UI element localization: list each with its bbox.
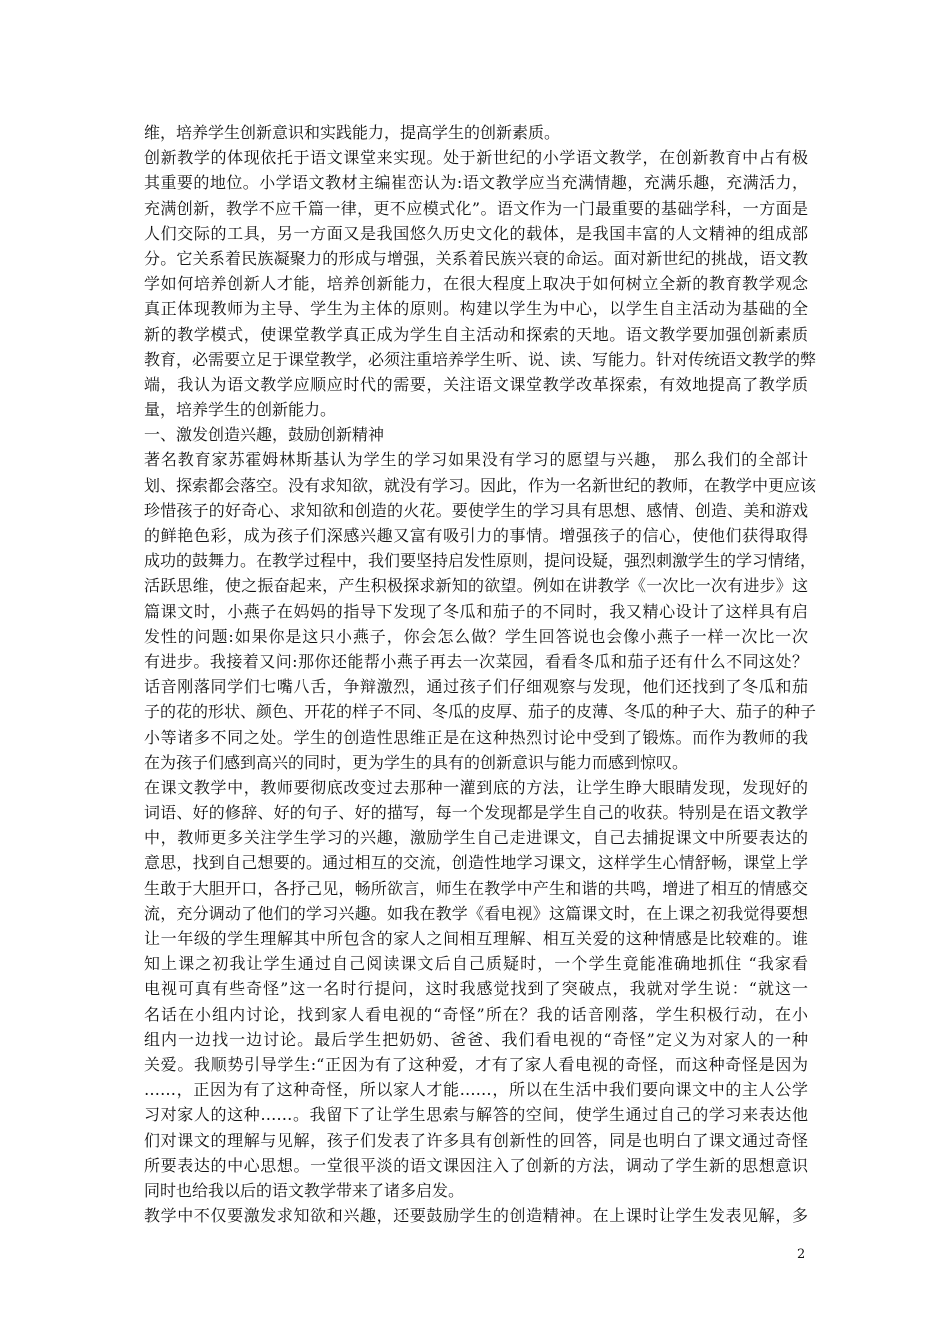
text-line: 意思，找到自己想要的。通过相互的交流，创造性地学习课文，这样学生心情舒畅，课堂上学 — [144, 853, 808, 873]
text-line: 有进步。我接着又问:那你还能帮小燕子再去一次菜园，看看冬瓜和茄子还有什么不同这处？ — [144, 651, 808, 671]
text-line: 端，我认为语文教学应顺应时代的需要，关注语文课堂教学改革探索，有效地提高了教学质 — [144, 374, 808, 394]
text-line: ……，正因为有了这种奇怪，所以家人才能……，所以在生活中我们要向课文中的主人公学 — [144, 1080, 808, 1100]
text-line: 维，培养学生创新意识和实践能力，提高学生的创新素质。 — [144, 123, 561, 142]
text-line: 关爱。我顺势引导学生:“正因为有了这种爱，才有了家人看电视的奇怪，而这种奇怪是因为 — [144, 1054, 808, 1074]
text-line: 电视可真有些奇怪”这一名时行提问，这时我感觉找到了突破点，我就对学生说：“就这一 — [144, 979, 808, 999]
text-line: 著名教育家苏霍姆林斯基认为学生的学习如果没有学习的愿望与兴趣， 那么我们的全部计 — [144, 450, 808, 470]
text-line: 新的教学模式，使课堂教学真正成为学生自主活动和探索的天地。语文教学要加强创新素质 — [144, 324, 808, 344]
text-line: 真正体现教师为主导、学生为主体的原则。构建以学生为中心，以学生自主活动为基础的全 — [144, 299, 808, 319]
text-line: 词语、好的修辞、好的句子、好的描写，每一个发现都是学生自己的收获。特别是在语文教学 — [144, 803, 808, 823]
text-line: 子的花的形状、颜色、开花的样子不同、冬瓜的皮厚、茄子的皮薄、冬瓜的种子大、茄子的种子 — [144, 702, 817, 722]
text-line: 充满创新，教学不应千篇一律，更不应模式化”。语文作为一门最重要的基础学科，一方面是 — [144, 198, 808, 218]
text-line: 在为孩子们感到高兴的同时，更为学生的具有的创新意识与能力而感到惊叹。 — [144, 752, 689, 772]
text-line: 创新教学的体现依托于语文课堂来实现。处于新世纪的小学语文教学，在创新教育中占有极 — [144, 148, 808, 168]
text-line: 流，充分调动了他们的学习兴趣。如我在教学《看电视》这篇课文时，在上课之初我觉得要想 — [144, 903, 808, 923]
text-line: 中，教师更多关注学生学习的兴趣，激励学生自己走进课文，自己去捕捉课文中所要表达的 — [144, 828, 808, 848]
body-text — [144, 120, 817, 1228]
text-line: 划、探索都会落空。没有求知欲，就没有学习。因此，作为一名新世纪的教师，在教学中更应该 — [144, 475, 817, 495]
text-line: 在课文教学中，教师要彻底改变过去那种一灌到底的方法，让学生睁大眼睛发现，发现好的 — [144, 777, 808, 797]
text-line: 们对课文的理解与见解，孩子们发表了许多具有创新性的回答，同是也明白了课文通过奇怪 — [144, 1130, 808, 1150]
text-line: 发性的问题:如果你是这只小燕子，你会怎么做？学生回答说也会像小燕子一样一次比一次 — [144, 626, 808, 646]
text-line: 知上课之初我让学生通过自己阅读课文后自己质疑时，一个学生竟能准确地抓住 “我家看 — [144, 954, 808, 974]
text-line: 小等诸多不同之处。学生的创造性思维正是在这种热烈讨论中受到了锻炼。而作为教师的我 — [144, 727, 808, 747]
text-line: 活跃思维，使之振奋起来，产生积极探求新知的欲望。例如在讲教学《一次比一次有进步》这 — [144, 576, 808, 596]
text-line: 的鲜艳色彩，成为孩子们深感兴趣又富有吸引力的事情。增强孩子的信心，使他们获得取得 — [144, 526, 808, 545]
text-line: 同时也给我以后的语文教学带来了诸多启发。 — [144, 1180, 465, 1200]
text-line: 生敢于大胆开口，各抒己见，畅所欲言，师生在教学中产生和谐的共鸣，增进了相互的情感交 — [144, 878, 808, 898]
text-line: 组内一边找一边讨论。最后学生把奶奶、爸爸、我们看电视的“奇怪”定义为对家人的一种 — [144, 1029, 808, 1049]
text-line: 教学中不仅要激发求知欲和兴趣，还要鼓励学生的创造精神。在上课时让学生发表见解，多 — [144, 1206, 808, 1226]
text-line: 人们交际的工具，另一方面又是我国悠久历史文化的载体，是我国丰富的人文精神的组成部 — [144, 223, 808, 243]
text-line: 所要表达的中心思想。一堂很平淡的语文课因注入了创新的方法，调动了学生新的思想意识 — [144, 1155, 808, 1175]
text-line: 篇课文时，小燕子在妈妈的指导下发现了冬瓜和茄子的不同时，我又精心设计了这样具有启 — [144, 601, 808, 621]
page-number: 2 — [797, 1247, 806, 1262]
text-line: 名话在小组内讨论，找到家人看电视的“奇怪”所在？我的话音刚落，学生积极行动，在小 — [144, 1004, 808, 1024]
text-line: 珍惜孩子的好奇心、求知欲和创造的火花。要使学生的学习具有思想、感情、创造、美和游戏 — [144, 500, 808, 520]
text-line: 量，培养学生的创新能力。 — [144, 400, 337, 420]
text-line: 分。它关系着民族凝聚力的形成与增强，关系着民族兴衰的命运。面对新世纪的挑战，语文教 — [144, 248, 808, 268]
text-line: 话音刚落同学们七嘴八舌，争辩激烈，通过孩子们仔细观察与发现，他们还找到了冬瓜和茄 — [144, 677, 808, 697]
text-line: 习对家人的这种……。我留下了让学生思索与解答的空间，使学生通过自己的学习来表达他 — [144, 1105, 808, 1125]
text-line: 让一年级的学生理解其中所包含的家人之间相互理解、相互关爱的这种情感是比较难的。谁 — [144, 929, 808, 948]
text-line: 学如何培养创新人才能，培养创新能力，在很大程度上取决于如何树立全新的教育教学观念 — [144, 274, 808, 294]
text-line: 教育，必需要立足于课堂教学，必须注重培养学生听、说、读、写能力。针对传统语文教学的弊 — [144, 349, 817, 369]
text-line: 其重要的地位。小学语文教材主编崔峦认为:语文教学应当充满情趣，充满乐趣，充满活力， — [144, 173, 808, 193]
section-heading: 一、激发创造兴趣，鼓励创新精神 — [144, 425, 385, 445]
text-line: 成功的鼓舞力。在教学过程中，我们要坚持启发性原则，提问设疑，强烈刺激学生的学习情绪， — [144, 551, 817, 571]
